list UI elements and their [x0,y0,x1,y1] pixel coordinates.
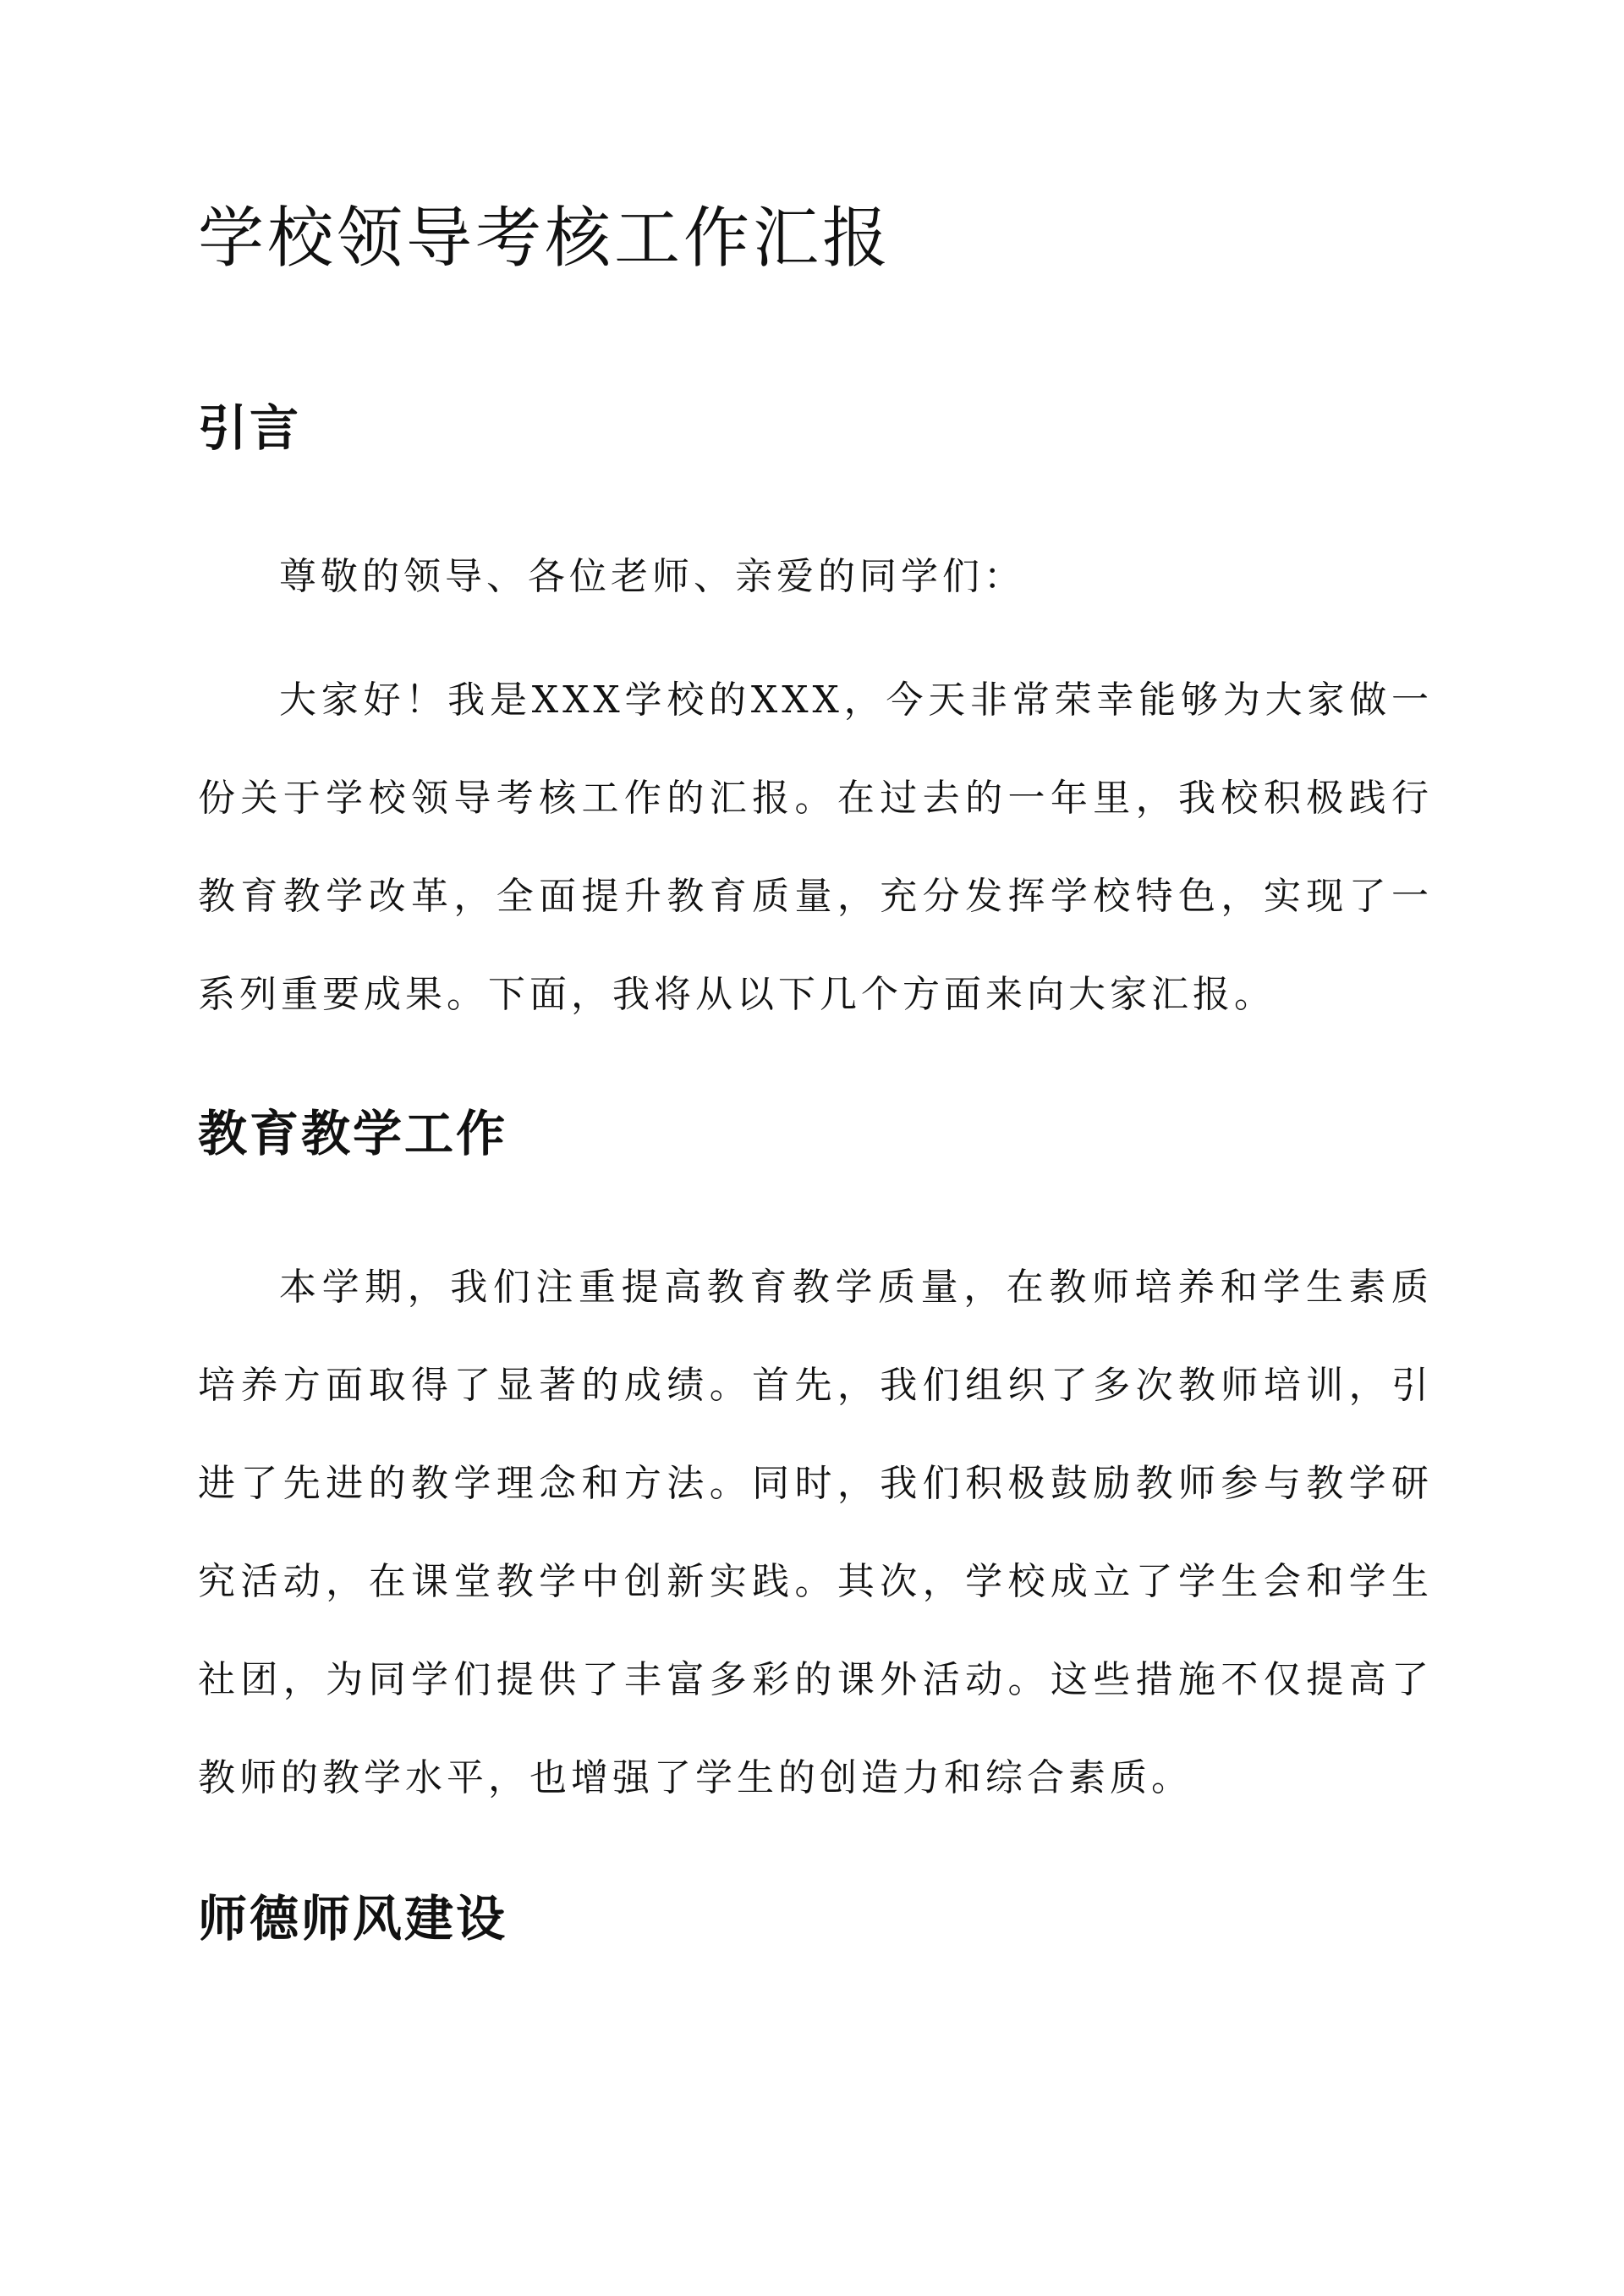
section-heading-introduction: 引言 [198,399,302,457]
paragraph-line: 本学期，我们注重提高教育教学质量，在教师培养和学生素质 [279,1266,1433,1309]
greeting-paragraph [198,528,1433,626]
paragraph-line: 培养方面取得了显著的成绩。首先，我们组织了多次教师培训，引 [198,1364,1433,1407]
introduction-paragraph [198,651,1433,1044]
document-title: 学校领导考核工作汇报 [198,200,892,277]
paragraph-line: 尊敬的领导、各位老师、亲爱的同学们： [279,555,1025,598]
paragraph-line: 教师的教学水平，也增强了学生的创造力和综合素质。 [198,1756,1193,1799]
paragraph-line: 教育教学改革，全面提升教育质量，充分发挥学校特色，实现了一 [198,875,1433,918]
paragraph-line: 份关于学校领导考核工作的汇报。在过去的一年里，我校积极践行 [198,777,1433,820]
paragraph-line: 系列重要成果。下面，我将从以下几个方面来向大家汇报。 [198,973,1276,1016]
paragraph-line: 进了先进的教学理念和方法。同时，我们积极鼓励教师参与教学研 [198,1462,1433,1505]
paragraph-line: 大家好！我是XXX学校的XXX，今天非常荣幸能够为大家做一 [279,678,1433,722]
paragraph-line: 究活动，在课堂教学中创新实践。其次，学校成立了学生会和学生 [198,1560,1433,1603]
paragraph-line: 社团，为同学们提供了丰富多彩的课外活动。这些措施不仅提高了 [198,1658,1433,1701]
teaching-work-paragraph [198,1239,1433,1827]
section-heading-teaching-work: 教育教学工作 [198,1105,508,1162]
section-heading-teacher-ethics: 师德师风建设 [198,1890,508,1947]
